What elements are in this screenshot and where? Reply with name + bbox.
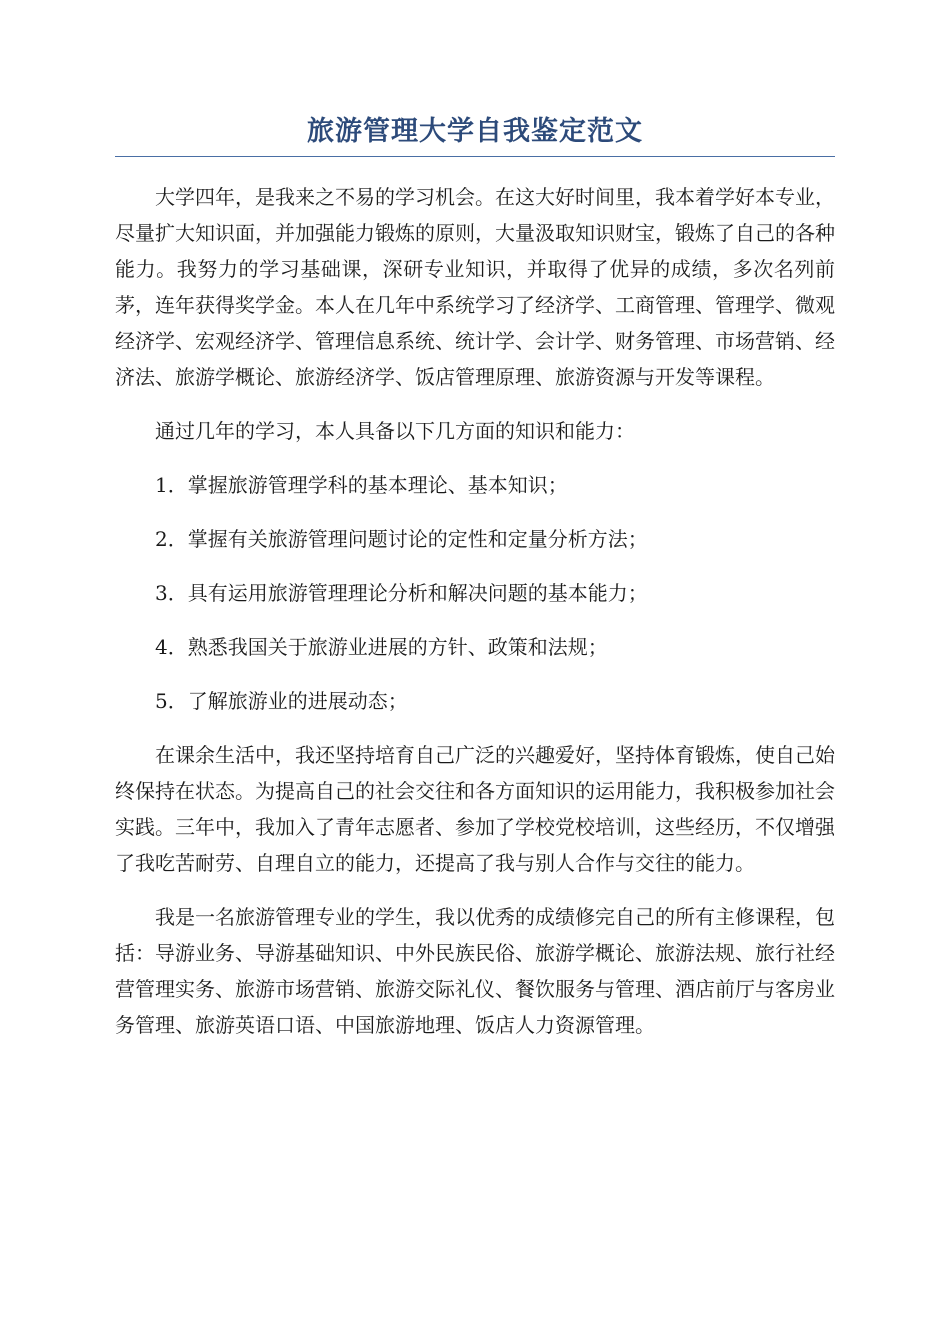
list-item-number: 3． [155,581,188,605]
list-item-number: 1． [155,473,188,497]
list-item-text: 了解旅游业的进展动态； [187,689,408,713]
paragraph-intro: 大学四年，是我来之不易的学习机会。在这大好时间里，我本着学好本专业，尽量扩大知识面，并加强能力锻炼的原则，大量汲取知识财宝，锻炼了自己的各种能力。我努力的学习基础课，深研专业知识，并取得了优异的成绩，多次名列前茅，连年获得奖学金。本人在几年中系统学习了经济学、工商管理、管理学、微观经济学、宏观经济学、管理信息系统、统计学、会计学、财务管理、市场营销、经济法、旅游学概论、旅游经济学、饭店管理原理、旅游资源与开发等课程。 [115,185,835,389]
page-title: 旅游管理大学自我鉴定范文 [115,112,835,157]
list-item-text: 熟悉我国关于旅游业进展的方针、政策和法规； [187,635,608,659]
list-item-number: 5． [155,689,188,713]
paragraph-abilities-lead: 通过几年的学习，本人具备以下几方面的知识和能力： [155,419,635,443]
list-item [115,521,835,557]
list-item [115,575,835,611]
list-item [115,683,835,719]
paragraph-extracurricular: 在课余生活中，我还坚持培育自己广泛的兴趣爱好，坚持体育锻炼，使自己始终保持在状态。为提高自己的社会交往和各方面知识的运用能力，我积极参加社会实践。三年中，我加入了青年志愿者、参加了学校党校培训，这些经历，不仅增强了我吃苦耐劳、自理自立的能力，还提高了我与别人合作与交往的能力。 [115,743,835,875]
list-item [115,629,835,665]
list-item [115,467,835,503]
list-item-text: 掌握有关旅游管理问题讨论的定性和定量分析方法； [187,527,648,551]
document-page [115,112,835,1061]
document-body [115,179,835,1043]
list-item-number: 2． [155,527,188,551]
list-item-text: 具有运用旅游管理理论分析和解决问题的基本能力； [187,581,648,605]
list-item-number: 4． [155,635,188,659]
paragraph-courses: 我是一名旅游管理专业的学生，我以优秀的成绩修完自己的所有主修课程，包括：导游业务、导游基础知识、中外民族民俗、旅游学概论、旅游法规、旅行社经营管理实务、旅游市场营销、旅游交际礼仪、餐饮服务与管理、酒店前厅与客房业务管理、旅游英语口语、中国旅游地理、饭店人力资源管理。 [115,905,835,1037]
list-item-text: 掌握旅游管理学科的基本理论、基本知识； [187,473,568,497]
